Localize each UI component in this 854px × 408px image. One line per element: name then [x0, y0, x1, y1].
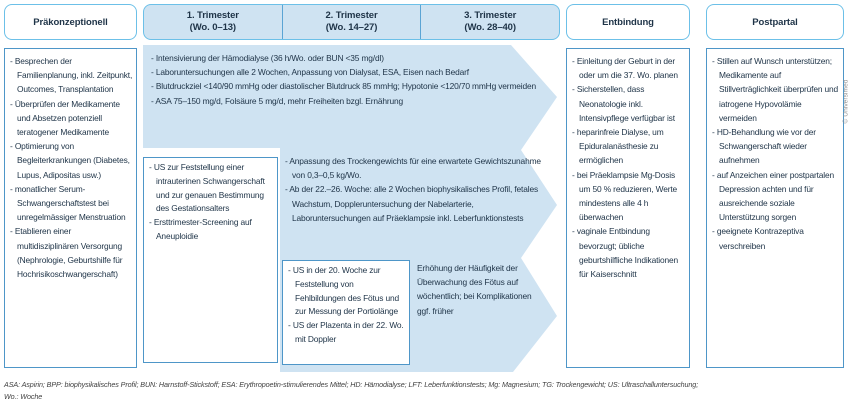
footnote-line-2: Wo.: Woche	[4, 391, 43, 401]
list-item: - ASA 75–150 mg/d, Folsäure 5 mg/d, mehr Freiheiten bzgl. Ernährung	[151, 95, 404, 106]
copyright-credit: © Universimed	[842, 79, 850, 124]
header-postpartal-label: Postpartal	[752, 16, 798, 28]
header-trimester-1	[144, 5, 282, 39]
footnote-line-1: ASA: Aspirin; BPP: biophysikalisches Profil; BUN: Harnstoff-Stickstoff; ESA: Erythropoetin-stimulierendes Mittel; HD: Hämodialyse; LFT: Leberfunktionstests; Mg: Magnesium; TG: Trockengewicht; US: Ultraschalluntersuchung;	[4, 380, 699, 389]
list-item: - Überprüfen der Medikamente und Absetzen potenziell teratogener Medikamente	[10, 98, 120, 138]
trimester-3-weeks: (Wo. 28–40)	[464, 22, 516, 33]
list-item: - HD-Behandlung wie vor der Schwangerschaft wieder aufnehmen	[712, 127, 816, 166]
header-trimester-2	[282, 5, 421, 39]
list-item: - Etablieren einer multidisziplinären Versorgung (Nephrologie, Geburtshilfe für Hochrisikoschwangerschaft)	[10, 226, 123, 280]
trimester-2-list	[285, 154, 543, 225]
list-item: - Besprechen der Familienplanung, inkl. Zeitpunkt, Outcomes, Transplantation	[10, 56, 133, 95]
header-praekonzeptionell-label: Präkonzeptionell	[33, 16, 108, 28]
header-entbindung	[566, 4, 690, 40]
postpartal-list	[706, 48, 844, 368]
list-item: - Stillen auf Wunsch unterstützen; Medikamente auf Stillverträglichkeit überprüfen und iatrogene Hypovolämie vermeiden	[712, 56, 839, 123]
header-postpartal	[706, 4, 844, 40]
list-item: - monatlicher Serum-Schwangerschaftstest bei unregelmässiger Menstruation	[10, 183, 126, 223]
list-item: - Laboruntersuchungen alle 2 Wochen, Anpassung von Dialysat, ESA, Eisen nach Bedarf	[151, 67, 469, 78]
list-item: - heparinfreie Dialyse, um Epiduralanästhesie zu ermöglichen	[572, 127, 664, 166]
list-item: - Einleitung der Geburt in der oder um die 37. Wo. planen	[572, 56, 678, 81]
list-item: - US in der 20. Woche zur Feststellung von Fehlbildungen des Fötus und zur Messung der Portiolänge	[288, 265, 399, 317]
list-item: - Ersttrimester-Screening auf Aneuploidie	[149, 217, 252, 241]
list-item: - US der Plazenta in der 22. Wo. mit Doppler	[288, 320, 404, 344]
list-item: - Optimierung von Begleiterkrankungen (Diabetes, Lupus, Adipositas usw.)	[10, 141, 130, 180]
trimester-2-weeks: (Wo. 14–27)	[325, 22, 378, 33]
list-item: - Anpassung des Trockengewichts für eine erwartete Gewichtszunahme von 0,3–0,5 kg/Wo.	[285, 156, 541, 181]
header-trimester-row	[143, 4, 560, 40]
list-item: - Intensivierung der Hämodialyse (36 h/Wo. oder BUN <35 mg/dl)	[151, 53, 384, 63]
list-item: - bei Präeklampsie Mg-Dosis um 50 % reduzieren, Werte mindestens alle 4 h überwachen	[572, 169, 678, 223]
header-entbindung-label: Entbindung	[602, 16, 654, 28]
trimester-1-weeks: (Wo. 0–13)	[189, 22, 236, 33]
list-item: - Blutdruckziel <140/90 mmHg oder diastolischer Blutdruck 85 mmHg; Hypotonie <120/70 mmHg vermeiden	[151, 81, 537, 92]
list-item: - auf Anzeichen einer postpartalen Depression achten und für ausreichende soziale Unterstützung sorgen	[712, 169, 835, 223]
header-trimester-3	[420, 5, 559, 39]
list-item: - vaginale Entbindung bevorzugt; übliche geburtshilfliche Indikationen für Kaiserschnitt	[572, 226, 679, 280]
header-praekonzeptionell	[4, 4, 137, 40]
praekonzeptionell-list	[4, 48, 137, 368]
list-item: - Ab der 22.–26. Woche: alle 2 Wochen biophysikalisches Profil, fetales Wachstum, Doppleruntersuchung der Nabelarterie, Laboruntersuchungen auf Präeklampsie inkl. Leberfunktionstests	[285, 184, 538, 223]
ultrasound-second-trimester-box	[282, 260, 410, 365]
list-item: - geeignete Kontrazeptiva verschreiben	[712, 226, 804, 251]
entbindung-list	[566, 48, 690, 368]
list-item: - Sicherstellen, dass Neonatologie inkl. Intensivpflege verfügbar ist	[572, 84, 675, 123]
trimester-2-label: 2. Trimester	[325, 9, 378, 21]
trimester-3-label: 3. Trimester	[464, 9, 517, 21]
trimester-1-label: 1. Trimester	[186, 9, 239, 21]
trimester-3-note: Erhöhung der Häufigkeit der Überwachung des Fötus auf wöchentlich; bei Komplikationen ggf. früher	[417, 263, 532, 316]
ultrasound-first-trimester-box	[143, 157, 278, 363]
abbreviations-footnote	[4, 379, 850, 402]
list-item: - US zur Feststellung einer intrauterinen Schwangerschaft und zur genauen Bestimmung des Gestationsalters	[149, 162, 265, 214]
trimester-1-list	[151, 51, 553, 108]
